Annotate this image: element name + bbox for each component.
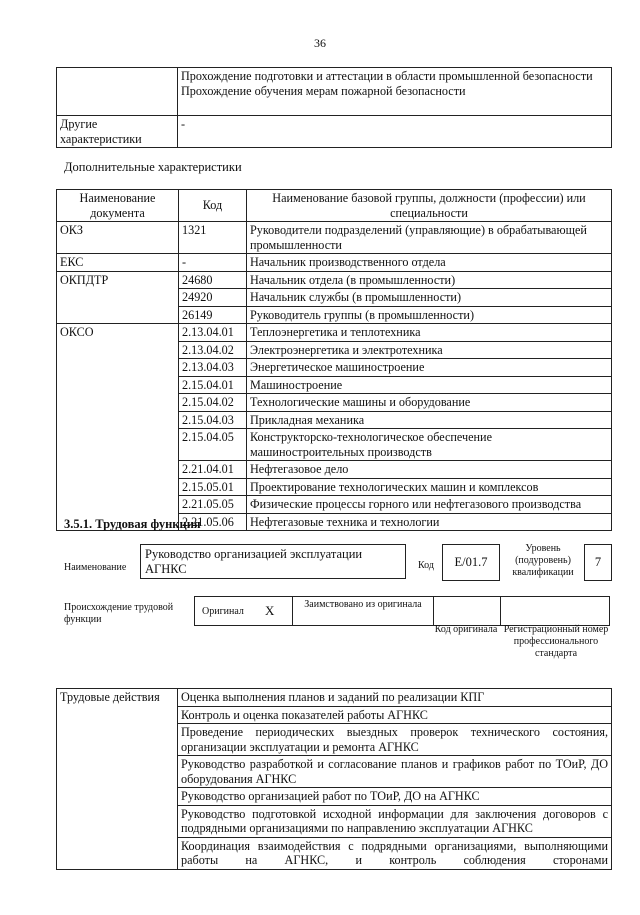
- specialty-name-cell: Руководитель группы (в промышленности): [247, 306, 612, 324]
- requirement-line: Прохождение обучения мерам пожарной безопасности: [181, 83, 466, 98]
- column-header: Код: [179, 190, 247, 222]
- code-cell: 24680: [179, 271, 247, 289]
- code-cell: 24920: [179, 289, 247, 307]
- row-content: [178, 68, 612, 116]
- original-mark: X: [265, 603, 275, 618]
- code-cell: 2.15.04.05: [179, 429, 247, 461]
- specialty-name-cell: Физические процессы горного или нефтегазового производства: [247, 496, 612, 514]
- document-cell: ОКПДТР: [57, 271, 179, 324]
- qualification-requirements-table: [56, 67, 612, 148]
- divider: [292, 597, 293, 625]
- requirement-line: Прохождение подготовки и аттестации в области промышленной безопасности: [181, 69, 593, 83]
- actions-label: Трудовые действия: [57, 689, 178, 870]
- document-cell: ЕКС: [57, 254, 179, 272]
- column-header: Наименование базовой группы, должности (профессии) или специальности: [247, 190, 612, 222]
- labor-action-item: Оценка выполнения планов и заданий по реализации КПГ: [178, 689, 612, 707]
- row-label: [57, 68, 178, 116]
- labor-action-item: Проведение периодических выездных проверок технического состояния, организации эксплуатации и ремонта АГНКС: [178, 724, 612, 756]
- code-cell: 2.15.04.03: [179, 411, 247, 429]
- code-cell: 2.13.04.02: [179, 341, 247, 359]
- specialty-name-cell: Технологические машины и оборудование: [247, 394, 612, 412]
- specialty-name-cell: Начальник службы (в промышленности): [247, 289, 612, 307]
- specialty-name-cell: Прикладная механика: [247, 411, 612, 429]
- specialty-name-cell: Нефтегазовые техника и технологии: [247, 513, 612, 531]
- additional-characteristics-table: [56, 189, 612, 531]
- table-row: [57, 254, 612, 272]
- table-row: [57, 116, 612, 148]
- specialty-name-cell: Проектирование технологических машин и комплексов: [247, 478, 612, 496]
- column-header: Наименование документа: [57, 190, 179, 222]
- specialty-name-cell: Конструкторско-технологическое обеспечение машиностроительных производств: [247, 429, 612, 461]
- divider: [500, 597, 501, 625]
- code-cell: 2.21.04.01: [179, 461, 247, 479]
- labor-action-item: Руководство подготовкой исходной информации для заключения договоров с подрядными организациями по направлению эксплуатации АГНКС: [178, 805, 612, 837]
- row-label: Другие характеристики: [57, 116, 178, 148]
- specialty-name-cell: Энергетическое машиностроение: [247, 359, 612, 377]
- table-row: [57, 68, 612, 116]
- borrowed-label: Заимствовано из оригинала: [304, 599, 422, 610]
- origin-box: [194, 596, 610, 626]
- page-number: 36: [314, 36, 326, 50]
- qualification-level-label: Уровень (подуровень) квалификации: [512, 543, 574, 578]
- code-cell: 2.13.04.03: [179, 359, 247, 377]
- labor-action-item: Координация взаимодействия с подрядными организациями, выполняющими работы на АГНКС, и контроль соблюдения сторонами: [178, 837, 612, 869]
- code-cell: 2.21.05.05: [179, 496, 247, 514]
- code-cell: 1321: [179, 222, 247, 254]
- code-cell: 2.15.04.01: [179, 376, 247, 394]
- specialty-name-cell: Руководители подразделений (управляющие) в обрабатывающей промышленности: [247, 222, 612, 254]
- code-cell: 2.13.04.01: [179, 324, 247, 342]
- origin-label: Происхождение трудовой функции: [64, 602, 174, 625]
- code-cell: 26149: [179, 306, 247, 324]
- row-content: -: [178, 116, 612, 148]
- specialty-name-cell: Машиностроение: [247, 376, 612, 394]
- function-name-value: Руководство организацией эксплуатации АГНКС: [140, 544, 406, 579]
- additional-characteristics-heading: Дополнительные характеристики: [64, 160, 242, 174]
- specialty-name-cell: Электроэнергетика и электротехника: [247, 341, 612, 359]
- table-header-row: [57, 190, 612, 222]
- function-code-value: E/01.7: [442, 544, 500, 581]
- table-row: [57, 324, 612, 342]
- code-label: Код: [418, 560, 434, 571]
- labor-action-item: Руководство организацией работ по ТОиР, ДО на АГНКС: [178, 788, 612, 806]
- code-original-label: Код оригинала: [434, 624, 498, 635]
- specialty-name-cell: Начальник отдела (в промышленности): [247, 271, 612, 289]
- code-cell: 2.15.04.02: [179, 394, 247, 412]
- registration-number-label: Регистрационный номер профессионального стандарта: [503, 624, 609, 659]
- table-row: [57, 271, 612, 289]
- table-row: [57, 222, 612, 254]
- table-row: [57, 689, 612, 707]
- labor-action-item: Руководство разработкой и согласование планов и графиков работ по ТОиР, ДО оборудования АГНКС: [178, 756, 612, 788]
- qualification-level-value: 7: [584, 544, 612, 581]
- labor-action-item: Контроль и оценка показателей работы АГНКС: [178, 706, 612, 724]
- code-cell: -: [179, 254, 247, 272]
- code-cell: 2.15.05.01: [179, 478, 247, 496]
- name-label: Наименование: [64, 562, 127, 573]
- specialty-name-cell: Начальник производственного отдела: [247, 254, 612, 272]
- document-cell: ОКЗ: [57, 222, 179, 254]
- specialty-name-cell: Теплоэнергетика и теплотехника: [247, 324, 612, 342]
- original-label: Оригинал: [202, 606, 244, 617]
- specialty-name-cell: Нефтегазовое дело: [247, 461, 612, 479]
- divider: [433, 597, 434, 625]
- document-cell: ОКСО: [57, 324, 179, 531]
- labor-function-heading: 3.5.1. Трудовая функция: [64, 517, 201, 531]
- code-cell: 2.21.05.06: [179, 513, 247, 531]
- labor-actions-table: [56, 688, 612, 870]
